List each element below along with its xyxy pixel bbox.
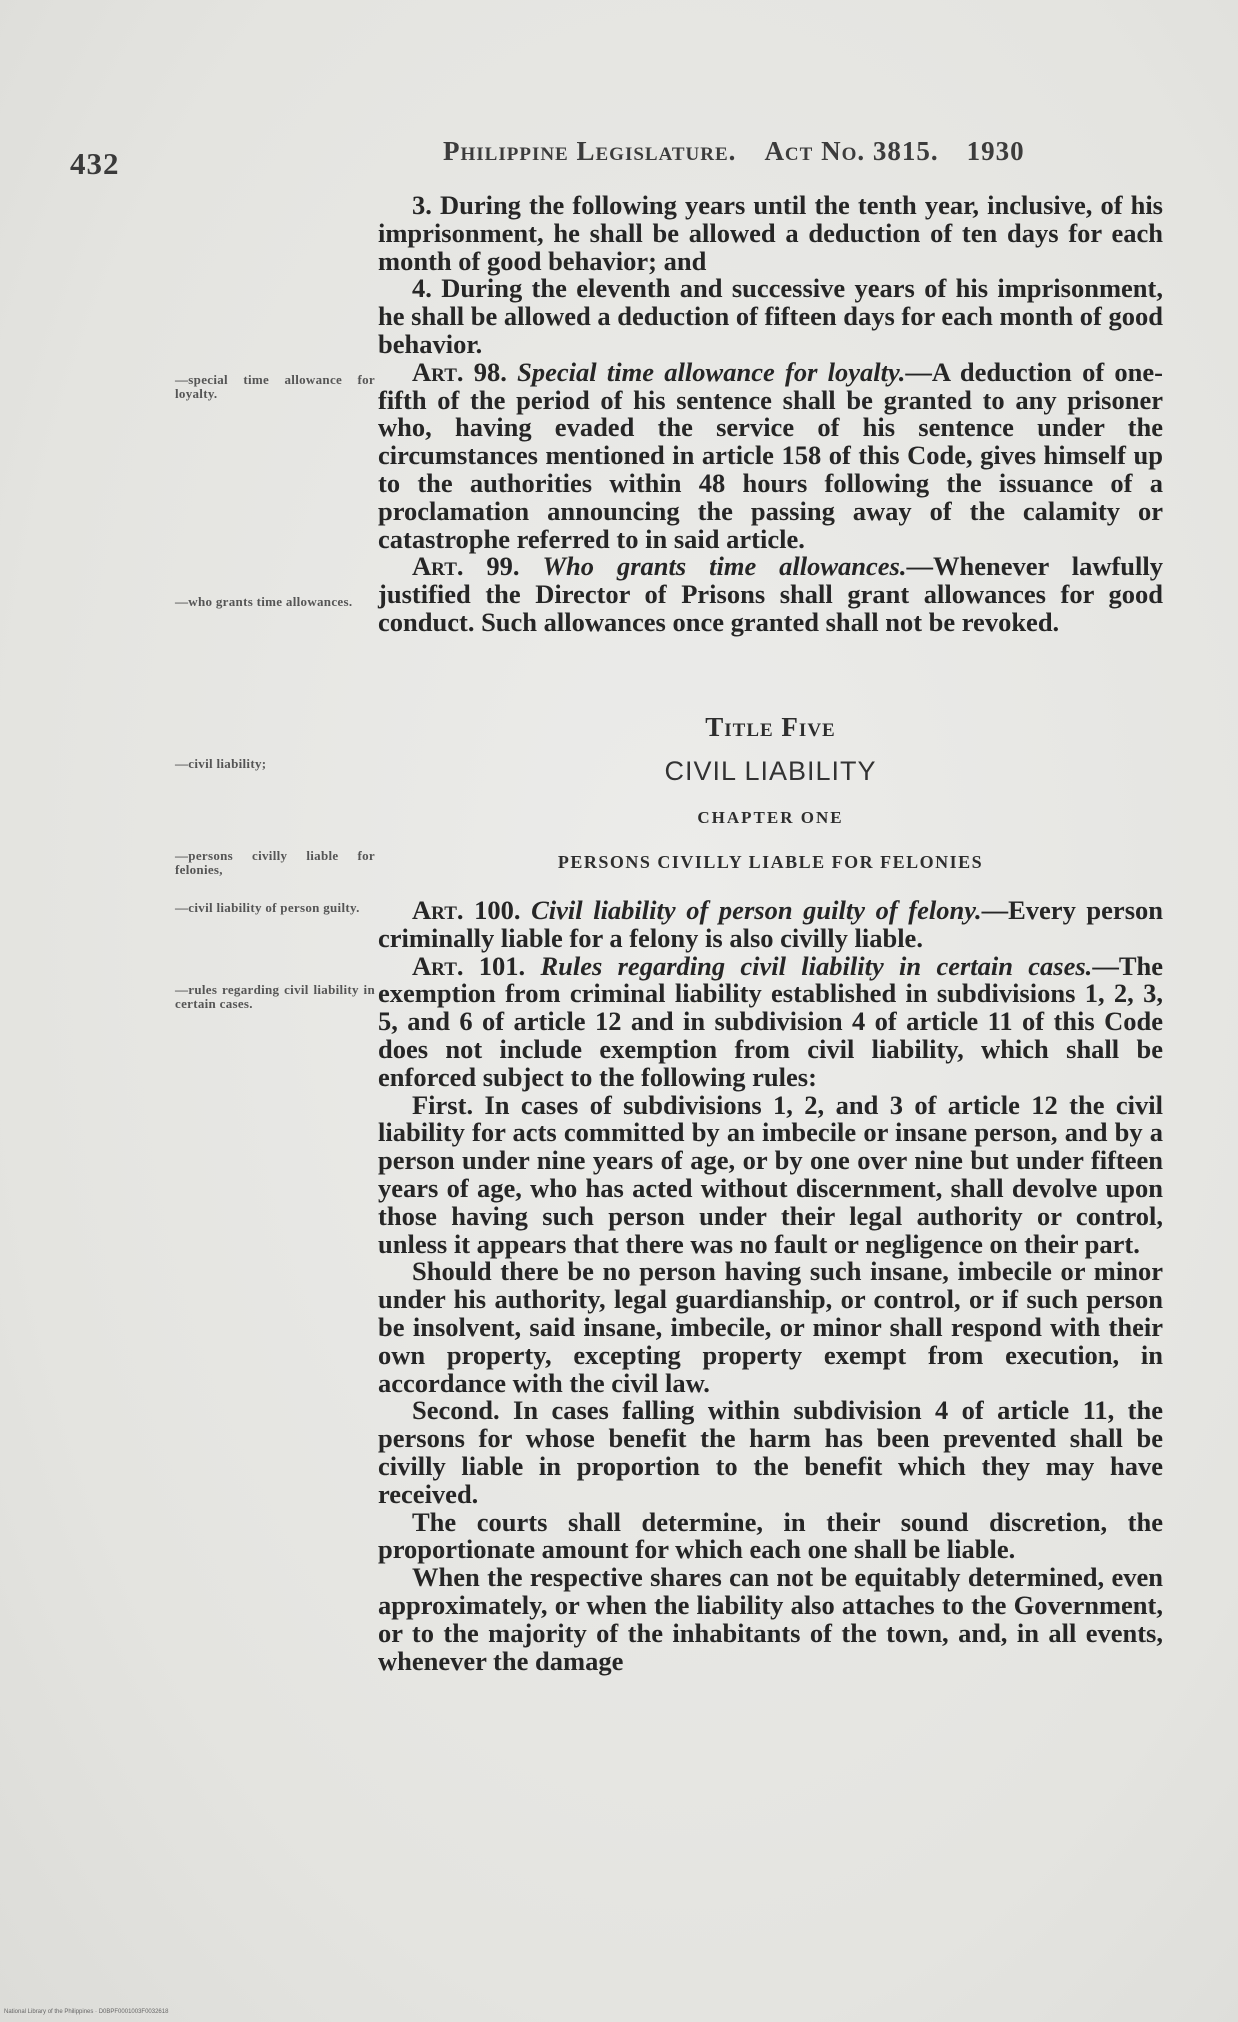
paragraph-second-rule: Second. In cases falling within subdivision 4 of article 11, the persons for whose benefit the harm has been prevented shall be civilly liable in proportion to the benefit which they may have received. — [378, 1395, 1163, 1509]
page-number: 432 — [70, 146, 120, 181]
article-100 — [378, 897, 1163, 953]
margin-note-special-time: —special time allowance for loyalty. — [175, 372, 375, 401]
margin-note-person-guilty: —civil liability of person guilty. — [175, 900, 360, 915]
article-99-title: Who grants time allowances. — [542, 551, 907, 582]
article-101-body: —The exemption from criminal liability established in subdivisions 1, 2, 3, 5, and 6 of article 12 and in subdivision 4 of article 11 of this Code does not include exemption from civil liability, which shall be enforced subject to the following rules: — [378, 950, 1163, 1092]
article-100-body: —Every person criminally liable for a felony is also civilly liable. — [378, 895, 1163, 953]
margin-note-who-grants: —who grants time allowances. — [175, 594, 353, 609]
running-head-act: Act No. 3815. — [764, 136, 939, 166]
margin-note-rules-certain-cases: —rules regarding civil liability in certain cases. — [175, 982, 375, 1011]
article-98 — [378, 356, 1163, 554]
footer-credit: National Library of the Philippines · D0BPF0001003F0032618 — [4, 2009, 169, 2015]
running-head-title: Philippine Legislature. — [443, 136, 737, 166]
article-98-title: Special time allowance for loyalty. — [517, 356, 906, 387]
margin-note-civil-liability: —civil liability; — [175, 756, 267, 771]
paragraph-first-rule: First. In cases of subdivisions 1, 2, and 3 of article 12 the civil liability for acts committed by an imbecile or insane person, and by a person under nine years of age, or by one over nine but under fifteen years of age, who has acted without discernment, shall devolve upon those having such person under their legal authority or control, unless it appears that there was no fault or negligence on their part. — [378, 1089, 1163, 1259]
article-101 — [378, 950, 1163, 1092]
text-block-civil-liability — [378, 897, 1163, 1675]
article-99-label: Art. 99. — [412, 551, 520, 582]
running-head — [443, 136, 1025, 167]
paragraph-respective-shares: When the respective shares can not be equitably determined, even approximately, or when the liability also attaches to the Government, or to the majority of the inhabitants of the town, and, in all events, whenever the damage — [378, 1562, 1163, 1676]
article-99-body: —Whenever lawfully justified the Director of Prisons shall grant allowances for good conduct. Such allowances once granted shall not be revoked. — [378, 551, 1163, 637]
article-100-label: Art. 100. — [412, 895, 521, 925]
paragraph-courts-determine: The courts shall determine, in their sound discretion, the proportionate amount for which each one shall be liable. — [378, 1506, 1163, 1565]
chapter-heading: CHAPTER ONE — [697, 808, 844, 827]
article-98-body: —A deduction of one-fifth of the period of his sentence shall be granted to any prisoner who, having evaded the service of his sentence under the circumstances mentioned in article 158 of this Code, gives himself up to the authorities within 48 hours following the issuance of a proclamation announcing the passing away of the calamity or catastrophe referred to in said article. — [378, 356, 1163, 554]
article-101-label: Art. 101. — [412, 950, 526, 981]
paragraph-third-deduction: 3. During the following years until the tenth year, inclusive, of his imprisonment, he shall be allowed a deduction of ten days for each month of good behavior; and — [378, 190, 1163, 276]
article-101-title: Rules regarding civil liability in certain cases. — [540, 950, 1093, 981]
paragraph-no-guardian: Should there be no person having such insane, imbecile or minor under his authority, legal guardianship, or control, or if such person be insolvent, said insane, imbecile, or minor shall respond with their own property, excepting property exempt from execution, in accordance with the civil law. — [378, 1256, 1163, 1398]
article-98-label: Art. 98. — [412, 356, 507, 387]
civil-liability-heading: CIVIL LIABILITY — [664, 756, 877, 786]
title-heading: Title Five — [705, 712, 836, 742]
persons-liable-heading: PERSONS CIVILLY LIABLE FOR FELONIES — [557, 852, 984, 872]
article-99 — [378, 553, 1163, 636]
paragraph-fourth-deduction: 4. During the eleventh and successive years of his imprisonment, he shall be allowed a deduction of fifteen days for each month of good behavior. — [378, 273, 1163, 359]
article-100-title: Civil liability of person guilty of felony. — [531, 895, 982, 925]
margin-note-persons-civilly-liable: —persons civilly liable for felonies, — [175, 848, 375, 877]
running-head-year: 1930 — [966, 136, 1025, 166]
text-block-allowances — [378, 192, 1163, 637]
